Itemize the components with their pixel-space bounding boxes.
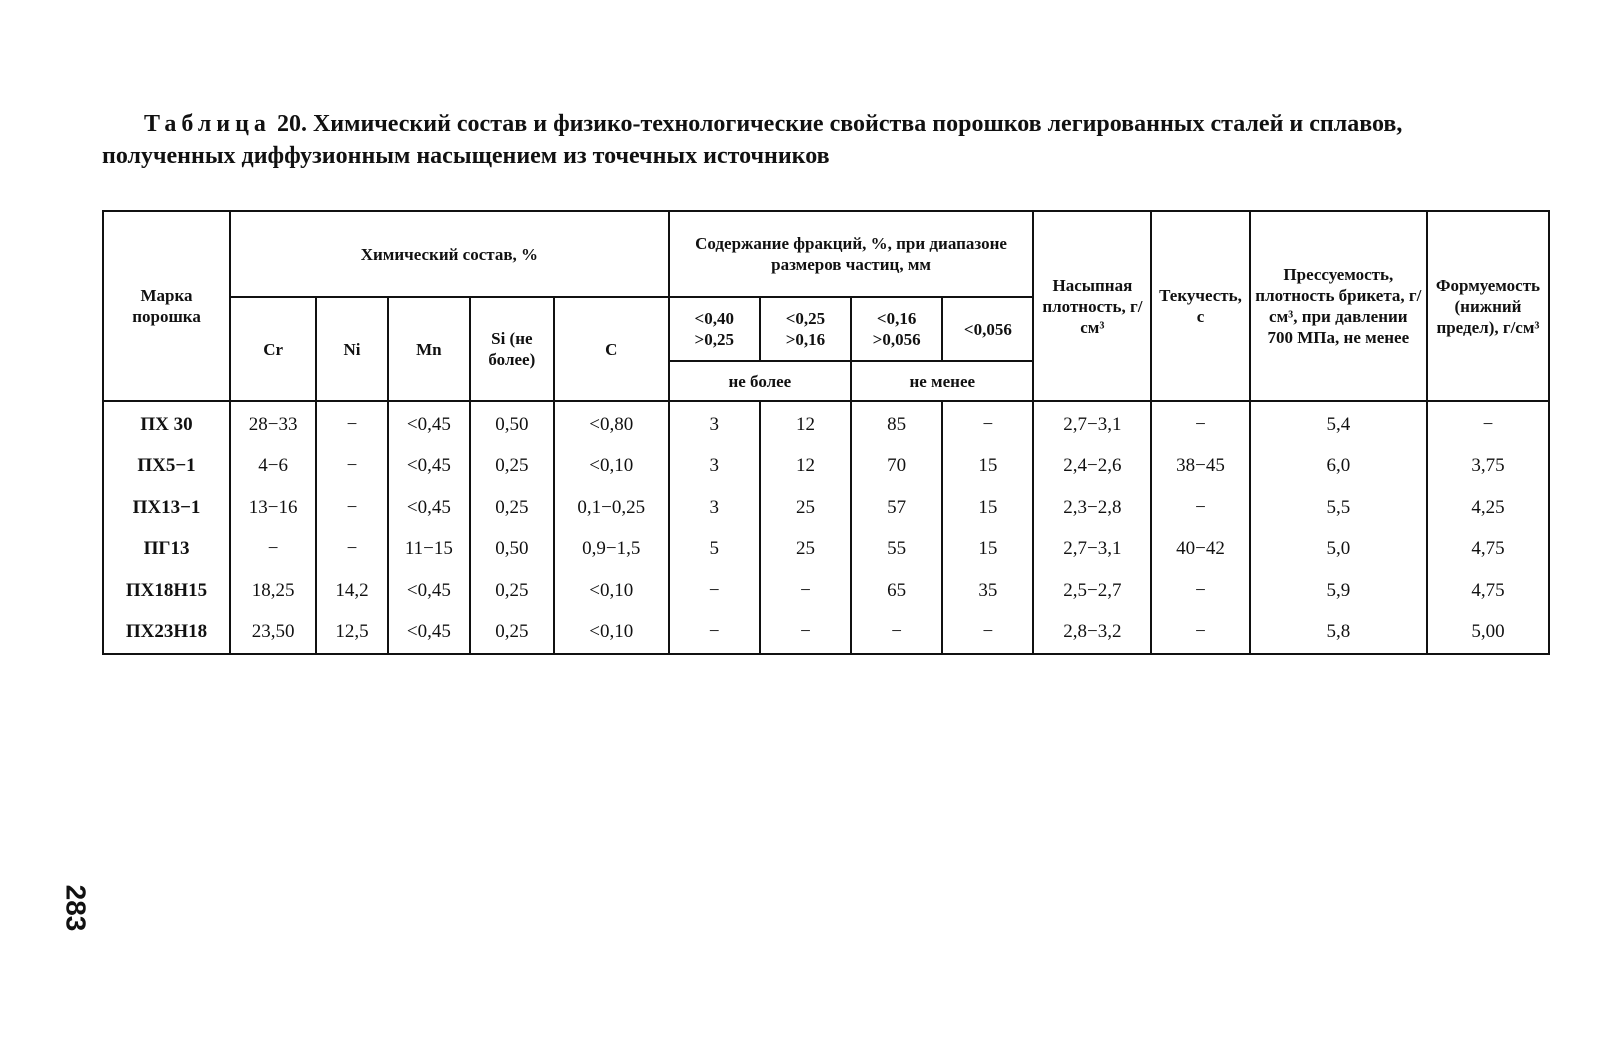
cell-cr: 18,25 (230, 570, 316, 612)
cell-fraction-1: − (669, 612, 760, 655)
cell-ni: 14,2 (316, 570, 388, 612)
table-header (103, 211, 1549, 401)
cell-bulk-density: 2,7−3,1 (1033, 401, 1151, 446)
header-mn: Mn (388, 297, 470, 401)
header-mark: Марка порошка (103, 211, 230, 401)
cell-ni: 12,5 (316, 612, 388, 655)
cell-fraction-4: 15 (942, 487, 1033, 529)
cell-mn: <0,45 (388, 401, 470, 446)
cell-mark: ПХ5−1 (103, 446, 230, 488)
cell-si: 0,50 (470, 529, 554, 571)
header-fraction-content: Содержание фракций, %, при диапазоне размеров частиц, мм (669, 211, 1034, 297)
cell-fraction-1: 3 (669, 401, 760, 446)
cell-cr: 23,50 (230, 612, 316, 655)
cell-bulk-density: 2,7−3,1 (1033, 529, 1151, 571)
header-fraction-3: <0,16 >0,056 (851, 297, 942, 361)
table-row (103, 487, 1549, 529)
cell-cr: − (230, 529, 316, 571)
cell-fraction-3: 57 (851, 487, 942, 529)
header-fraction-2: <0,25 >0,16 (760, 297, 851, 361)
cell-fraction-2: − (760, 570, 851, 612)
cell-c: 0,9−1,5 (554, 529, 669, 571)
cell-compressibility: 6,0 (1250, 446, 1427, 488)
cell-flowability: − (1151, 487, 1249, 529)
caption-number: 20. (276, 111, 307, 137)
caption-label: Таблица (144, 111, 271, 137)
table-row (103, 529, 1549, 571)
table-row (103, 570, 1549, 612)
cell-bulk-density: 2,5−2,7 (1033, 570, 1151, 612)
cell-fraction-1: 3 (669, 446, 760, 488)
cell-c: <0,80 (554, 401, 669, 446)
table-row (103, 401, 1549, 446)
cell-compressibility: 5,8 (1250, 612, 1427, 655)
cell-compressibility: 5,0 (1250, 529, 1427, 571)
cell-formability: 4,75 (1427, 570, 1549, 612)
cell-formability: 4,25 (1427, 487, 1549, 529)
cell-ni: − (316, 401, 388, 446)
cell-bulk-density: 2,8−3,2 (1033, 612, 1151, 655)
cell-fraction-2: 25 (760, 529, 851, 571)
cell-mn: <0,45 (388, 612, 470, 655)
table-caption (102, 108, 1522, 172)
cell-flowability: 40−42 (1151, 529, 1249, 571)
cell-si: 0,50 (470, 401, 554, 446)
cell-fraction-3: − (851, 612, 942, 655)
cell-formability: 4,75 (1427, 529, 1549, 571)
header-compressibility: Прессуемость, плотность брикета, г/см³, при давлении 700 МПа, не менее (1250, 211, 1427, 401)
page-number: 283 (60, 884, 92, 932)
cell-c: 0,1−0,25 (554, 487, 669, 529)
header-fraction-1: <0,40 >0,25 (669, 297, 760, 361)
cell-ni: − (316, 446, 388, 488)
header-flowability: Текучесть, с (1151, 211, 1249, 401)
cell-c: <0,10 (554, 446, 669, 488)
cell-fraction-1: 3 (669, 487, 760, 529)
header-not-more: не более (669, 361, 851, 401)
cell-si: 0,25 (470, 446, 554, 488)
cell-mark: ПХ13−1 (103, 487, 230, 529)
cell-mn: <0,45 (388, 446, 470, 488)
table-row (103, 612, 1549, 655)
header-c: C (554, 297, 669, 401)
cell-fraction-1: 5 (669, 529, 760, 571)
cell-fraction-3: 85 (851, 401, 942, 446)
table-row (103, 446, 1549, 488)
cell-cr: 28−33 (230, 401, 316, 446)
cell-si: 0,25 (470, 612, 554, 655)
cell-c: <0,10 (554, 612, 669, 655)
cell-fraction-2: 12 (760, 401, 851, 446)
header-fraction-4: <0,056 (942, 297, 1033, 361)
cell-compressibility: 5,4 (1250, 401, 1427, 446)
cell-ni: − (316, 529, 388, 571)
cell-fraction-4: 15 (942, 529, 1033, 571)
cell-si: 0,25 (470, 487, 554, 529)
cell-mark: ПХ23Н18 (103, 612, 230, 655)
header-chemical-composition: Химический состав, % (230, 211, 669, 297)
cell-formability: 3,75 (1427, 446, 1549, 488)
table-body (103, 401, 1549, 654)
header-formability: Формуемость (нижний предел), г/см³ (1427, 211, 1549, 401)
properties-table (102, 210, 1550, 655)
cell-fraction-4: 35 (942, 570, 1033, 612)
cell-fraction-2: − (760, 612, 851, 655)
cell-fraction-4: − (942, 612, 1033, 655)
cell-flowability: − (1151, 570, 1249, 612)
cell-mark: ПГ13 (103, 529, 230, 571)
cell-compressibility: 5,9 (1250, 570, 1427, 612)
cell-formability: 5,00 (1427, 612, 1549, 655)
cell-fraction-3: 55 (851, 529, 942, 571)
cell-flowability: 38−45 (1151, 446, 1249, 488)
cell-bulk-density: 2,4−2,6 (1033, 446, 1151, 488)
cell-mn: 11−15 (388, 529, 470, 571)
cell-compressibility: 5,5 (1250, 487, 1427, 529)
cell-si: 0,25 (470, 570, 554, 612)
cell-mark: ПХ18Н15 (103, 570, 230, 612)
cell-fraction-4: − (942, 401, 1033, 446)
caption-text: Химический состав и физико-технологические свойства порошков легированных сталей и сплавов, полученных диффузионным насыщением из точечных источников (102, 111, 1403, 169)
cell-fraction-3: 70 (851, 446, 942, 488)
cell-cr: 4−6 (230, 446, 316, 488)
header-si: Si (не более) (470, 297, 554, 401)
cell-mark: ПХ 30 (103, 401, 230, 446)
cell-ni: − (316, 487, 388, 529)
header-cr: Cr (230, 297, 316, 401)
cell-formability: − (1427, 401, 1549, 446)
header-ni: Ni (316, 297, 388, 401)
cell-fraction-3: 65 (851, 570, 942, 612)
cell-fraction-1: − (669, 570, 760, 612)
cell-flowability: − (1151, 401, 1249, 446)
cell-fraction-2: 25 (760, 487, 851, 529)
cell-cr: 13−16 (230, 487, 316, 529)
header-not-less: не менее (851, 361, 1033, 401)
cell-mn: <0,45 (388, 570, 470, 612)
cell-c: <0,10 (554, 570, 669, 612)
cell-fraction-2: 12 (760, 446, 851, 488)
cell-flowability: − (1151, 612, 1249, 655)
cell-mn: <0,45 (388, 487, 470, 529)
cell-fraction-4: 15 (942, 446, 1033, 488)
header-bulk-density: Насыпная плотность, г/см³ (1033, 211, 1151, 401)
cell-bulk-density: 2,3−2,8 (1033, 487, 1151, 529)
